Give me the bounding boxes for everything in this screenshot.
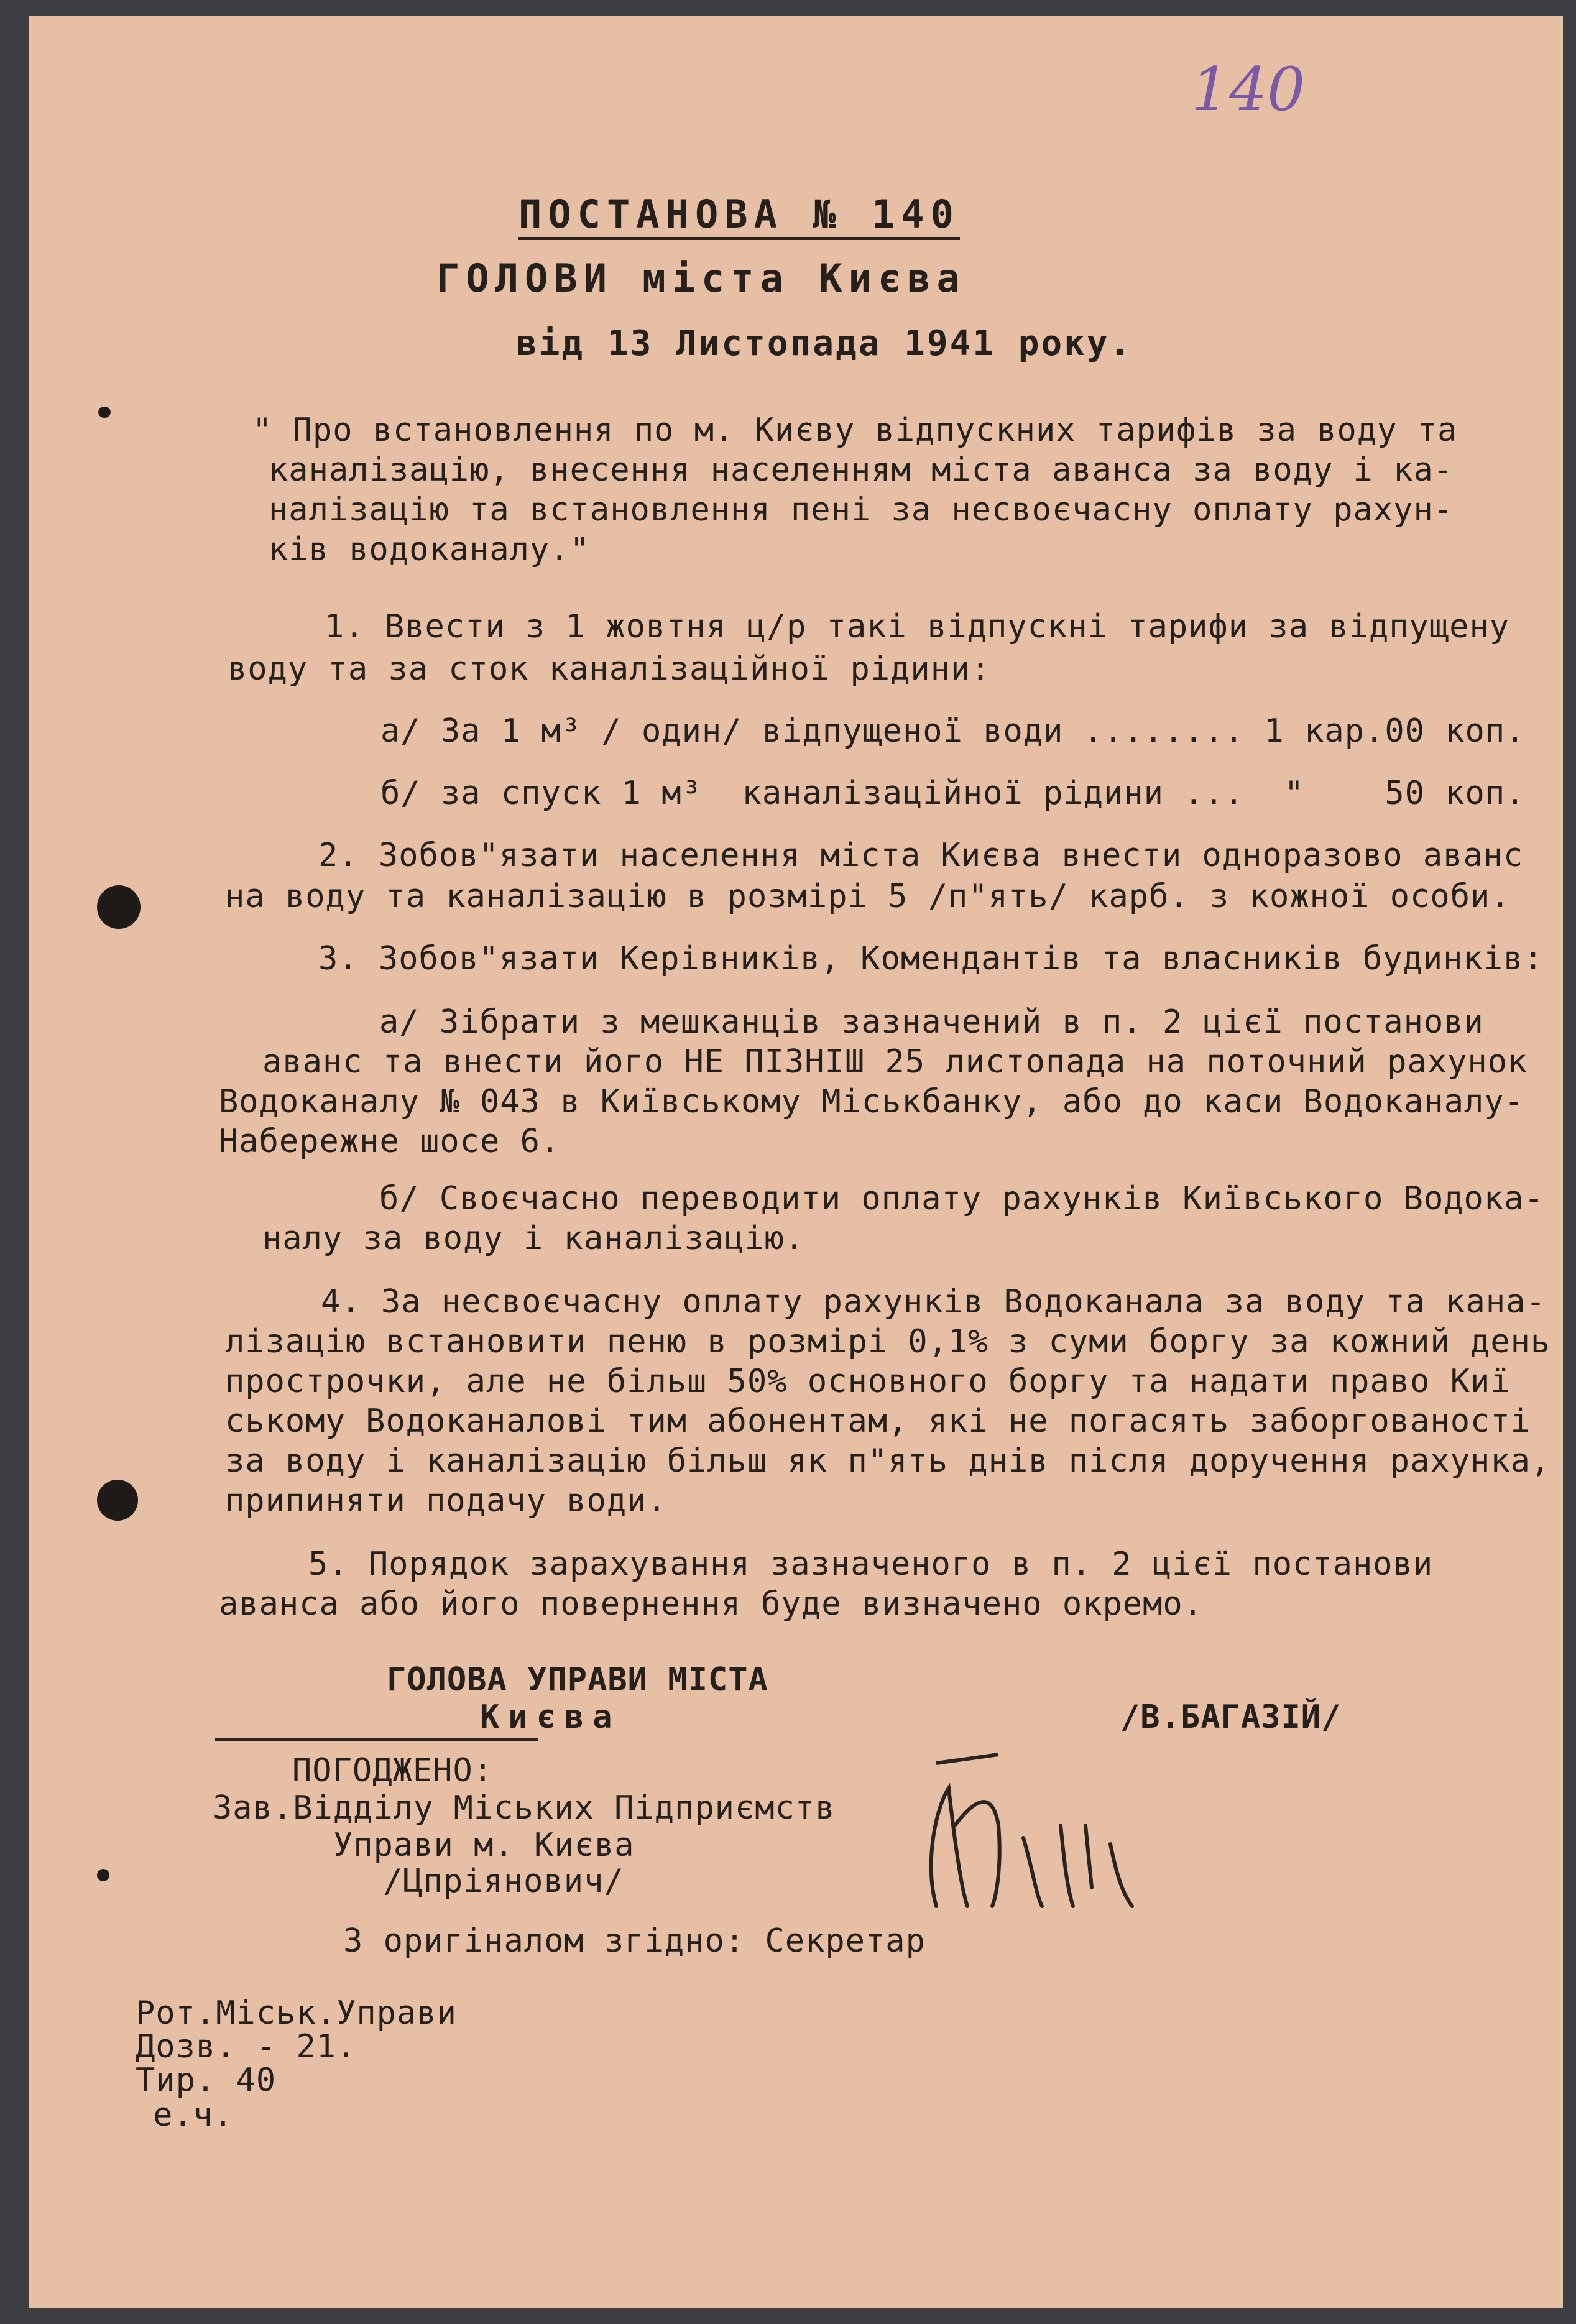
signatory-role: Києва: [480, 1699, 621, 1736]
document-page: [29, 16, 1563, 2308]
clause-3b: б/ Своєчасно переводити оплату рахунків Київського Водока-: [379, 1180, 1544, 1217]
handwritten-signature: [899, 1751, 1185, 1925]
clause-4: за воду і каналізацію більш як п"ять днів після доручення рахунка,: [225, 1442, 1551, 1480]
clause-4: ському Водоканалові тим абонентам, які не погасять заборгованості: [225, 1403, 1531, 1440]
clause-4: прострочки, але не більш 50% основного боргу та надати право Киї: [225, 1363, 1511, 1400]
clause-2: 2. Зобов"язати населення міста Києва внести одноразово аванс: [318, 837, 1524, 874]
clause-4: лізацію встановити пеню в розмірі 0,1% з суми боргу за кожний день: [225, 1323, 1551, 1360]
clause-3a: Водоканалу № 043 в Київському Міськбанку, або до каси Водоканалу-: [219, 1083, 1524, 1120]
document-issuer: ГОЛОВИ міста Києва: [436, 256, 966, 301]
signatory-role: ГОЛОВА УПРАВИ МІСТА: [387, 1661, 768, 1699]
clause-2: на воду та каналізацію в розмірі 5 /п"ять/ карб. з кожної особи.: [225, 878, 1511, 915]
agreed-label: ПОГОДЖЕНО:: [292, 1752, 494, 1789]
signer-name: /В.БАГАЗІЙ/: [1120, 1699, 1342, 1736]
clause-3a: а/ Зібрати з мешканців зазначений в п. 2 цієї постанови: [379, 1003, 1484, 1041]
signature-line: [215, 1738, 538, 1741]
clause-3: 3. Зобов"язати Керівників, Комендантів та власників будинків:: [318, 940, 1544, 977]
subject-line: каналізацію, внесення населенням міста аванса за воду і ка-: [269, 451, 1454, 489]
clause-1a-tariff-water: а/ За 1 м³ / один/ відпущеної води ........ 1 кар.00 коп.: [380, 712, 1526, 750]
punch-hole: [97, 885, 141, 929]
print-imprint: Тир. 40: [136, 2062, 277, 2099]
print-imprint: Дозв. - 21.: [136, 2028, 357, 2065]
clause-5: 5. Порядок зарахування зазначеного в п. 2 цієї постанови: [308, 1546, 1434, 1583]
archive-page-number: 140: [1191, 55, 1306, 124]
ink-speck: [98, 407, 111, 418]
clause-4: припиняти подачу води.: [225, 1482, 667, 1519]
clause-1: воду та за сток каналізаційної рідини:: [228, 650, 991, 688]
clause-4: 4. За несвоєчасну оплату рахунків Водоканала за воду та кана-: [321, 1283, 1546, 1321]
certified-copy-note: З оригіналом згідно: Секретар: [343, 1922, 926, 1960]
clause-5: аванса або його повернення буде визначено окремо.: [219, 1585, 1204, 1623]
document-date: від 13 Листопада 1941 року.: [516, 323, 1133, 364]
clause-3a: Набережне шосе 6.: [219, 1123, 561, 1160]
subject-line: ків водоканалу.": [269, 531, 590, 568]
clause-1b-tariff-sewage: б/ за спуск 1 м³ каналізаційної рідини ... " 50 коп.: [380, 775, 1526, 812]
agreed-official: /Цпріянович/: [383, 1863, 624, 1900]
agreed-official: Зав.Відділу Міських Підприємств: [213, 1789, 836, 1827]
print-imprint: Рот.Міськ.Управи: [136, 1994, 457, 2032]
subject-line: налізацію та встановлення пені за несвоєчасну оплату рахун-: [269, 491, 1454, 528]
clause-3b: налу за воду і каналізацію.: [262, 1220, 805, 1257]
clause-1: 1. Ввести з 1 жовтня ц/р такі відпускні тарифи за відпущену: [325, 608, 1510, 645]
punch-hole: [97, 1480, 138, 1521]
agreed-official: Управи м. Києва: [333, 1827, 635, 1864]
document-title: ПОСТАНОВА № 140: [518, 191, 960, 240]
clause-3a: аванс та внести його НЕ ПІЗНІШ 25 листопада на поточний рахунок: [262, 1043, 1528, 1081]
subject-line: " Про встановлення по м. Києву відпускних тарифів за воду та: [252, 412, 1458, 449]
print-imprint: е.ч.: [153, 2096, 234, 2134]
ink-speck: [97, 1869, 109, 1881]
